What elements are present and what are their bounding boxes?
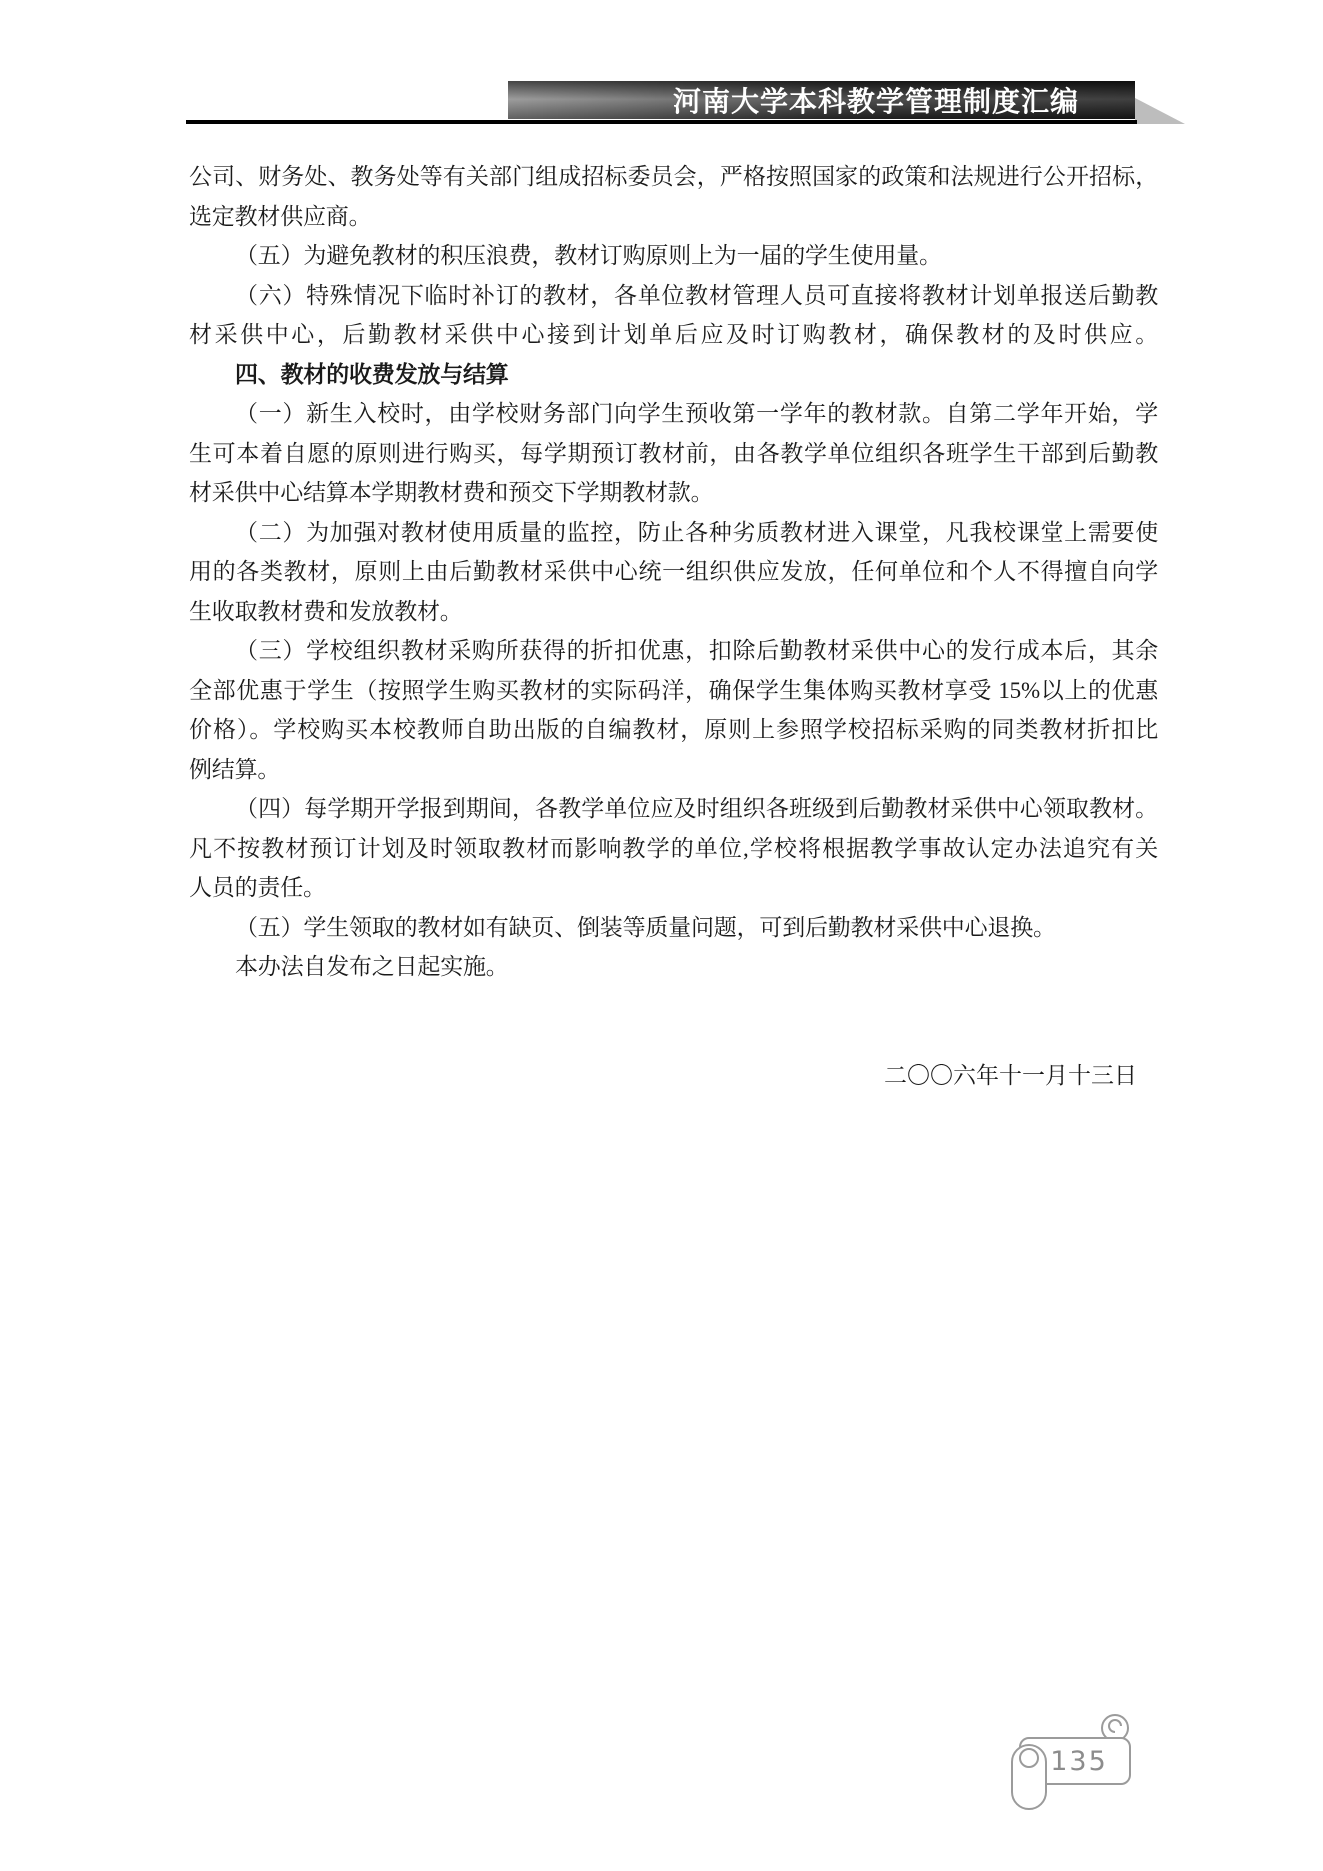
paragraph [189, 276, 1158, 355]
text-line: 材采供中心，后勤教材采供中心接到计划单后应及时订购教材，确保教材的及时供应。 [189, 322, 1158, 347]
text-line: 凡不按教材预订计划及时领取教材而影响教学的单位,学校将根据教学事故认定办法追究有关 [189, 835, 1158, 861]
header-rule [186, 120, 1137, 124]
text-line: 材采供中心结算本学期教材费和预交下学期教材款。 [189, 480, 714, 505]
section-heading [189, 355, 1158, 395]
text-line: （四）每学期开学报到期间，各教学单位应及时组织各班级到后勤教材采供中心领取教材。 [235, 796, 1158, 821]
paragraph [189, 789, 1158, 908]
text-line: （五）学生领取的教材如有缺页、倒装等质量问题，可到后勤教材采供中心退换。 [235, 914, 1056, 940]
text-line: （二）为加强对教材使用质量的监控，防止各种劣质教材进入课堂，凡我校课堂上需要使 [235, 519, 1158, 545]
text-line: 生可本着自愿的原则进行购买，每学期预订教材前，由各教学单位组织各班学生干部到后勤教 [189, 440, 1158, 466]
text-line: 价格）。学校购买本校教师自助出版的自编教材，原则上参照学校招标采购的同类教材折扣比 [189, 717, 1158, 742]
text-line: 本办法自发布之日起实施。 [235, 954, 509, 979]
page-number: 135 [1050, 1746, 1108, 1777]
section-heading-text: 四、教材的收费发放与结算 [235, 360, 509, 387]
banner-tail-icon [1135, 98, 1185, 124]
text-line: （五）为避免教材的积压浪费，教材订购原则上为一届的学生使用量。 [235, 243, 942, 268]
paragraph [189, 236, 1158, 276]
text-line: 公司、财务处、教务处等有关部门组成招标委员会，严格按照国家的政策和法规进行公开招标， [189, 164, 1158, 189]
paragraph [189, 947, 1158, 987]
page-number-scroll-icon [1003, 1712, 1138, 1812]
paragraph [189, 631, 1158, 789]
text-line: 例结算。 [189, 756, 281, 782]
text-line: （三）学校组织教材采购所获得的折扣优惠，扣除后勤教材采供中心的发行成本后，其余 [235, 638, 1158, 663]
header-banner [508, 81, 1135, 119]
paragraph [189, 157, 1158, 236]
text-line: （六）特殊情况下临时补订的教材，各单位教材管理人员可直接将教材计划单报送后勤教 [235, 282, 1158, 308]
text-line: （一）新生入校时，由学校财务部门向学生预收第一学年的教材款。自第二学年开始，学 [235, 401, 1158, 426]
text-line: 生收取教材费和发放教材。 [189, 598, 463, 624]
paragraph [189, 513, 1158, 632]
text-line: 人员的责任。 [189, 875, 326, 900]
text-line: 用的各类教材，原则上由后勤教材采供中心统一组织供应发放，任何单位和个人不得擅自向学 [189, 559, 1158, 584]
text-line: 选定教材供应商。 [189, 203, 372, 229]
text-line: 全部优惠于学生（按照学生购买教材的实际码洋，确保学生集体购买教材享受 15%以上的优惠 [189, 677, 1158, 703]
paragraph [189, 908, 1158, 948]
document-body [189, 157, 1158, 987]
paragraph [189, 394, 1158, 513]
header-banner-title: 河南大学本科教学管理制度汇编 [672, 87, 1079, 118]
date-line: 二〇〇六年十一月十三日 [884, 1063, 1137, 1088]
